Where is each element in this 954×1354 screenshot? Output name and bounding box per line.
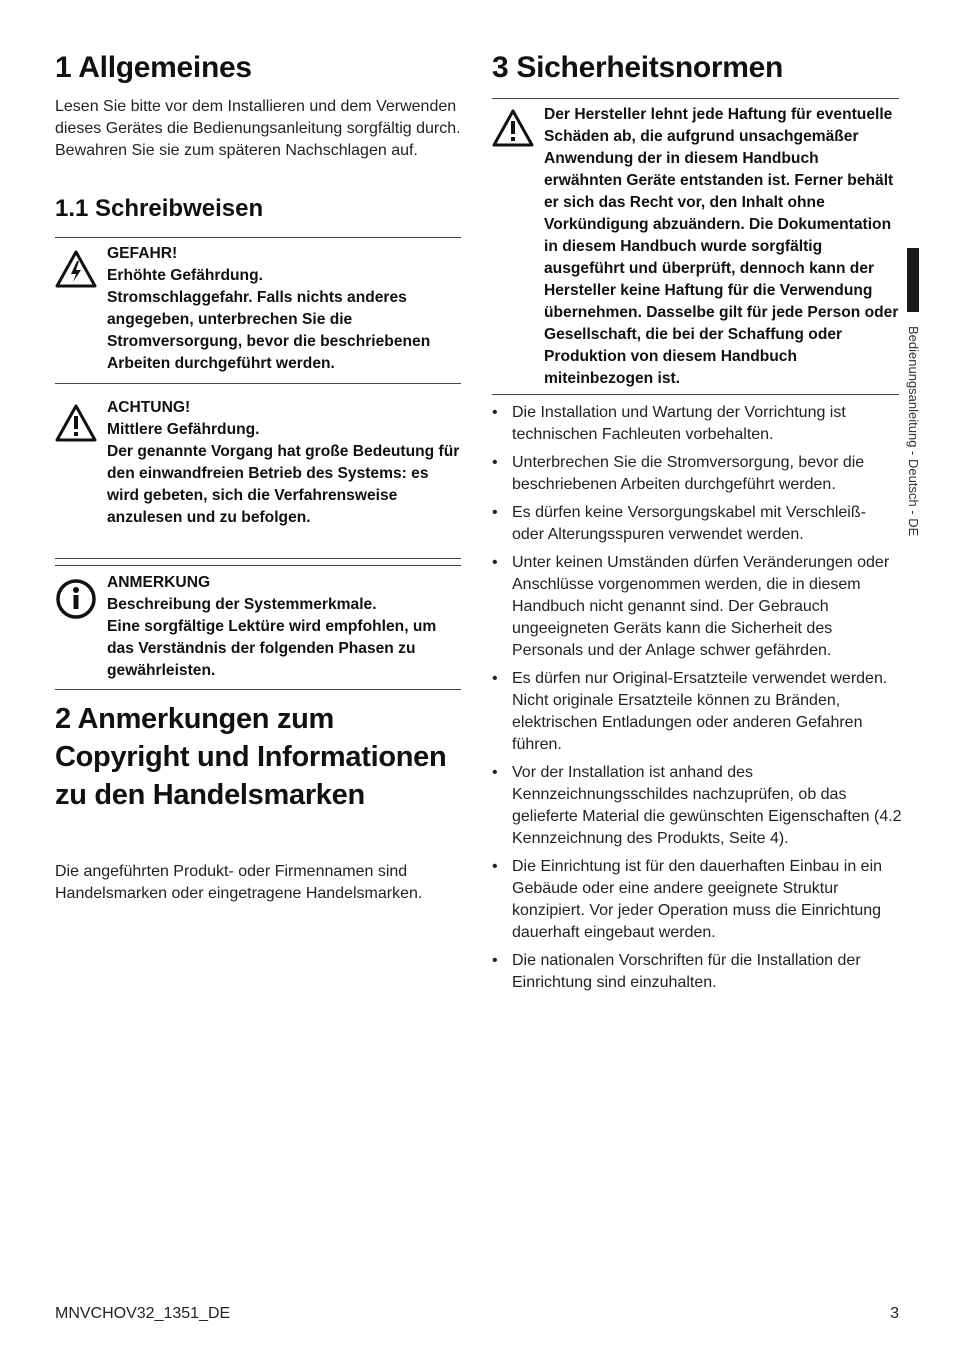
list-item bbox=[492, 402, 902, 446]
notice-label: ANMERKUNG bbox=[107, 574, 211, 591]
section-1-intro: Lesen Sie bitte vor dem Installieren und dem Verwenden dieses Gerätes die Bedienungsanleitung sorgfältig durch. Bewahren Sie sie zum späteren Nachschlagen auf. bbox=[55, 98, 461, 159]
chapter-marker bbox=[907, 248, 919, 312]
list-item bbox=[492, 502, 902, 546]
section-3-title: 3 Sicherheitsnormen bbox=[492, 51, 784, 84]
list-item bbox=[492, 552, 902, 662]
list-item bbox=[492, 762, 902, 850]
notice-label: GEFAHR! bbox=[107, 245, 178, 262]
list-item bbox=[492, 950, 902, 994]
list-item-text: Unter keinen Umständen dürfen Veränderungen oder Anschlüsse vorgenommen werden, die in diesem Handbuch nicht genannt sind. Der Gebrauch ungeeigneten Geräts kann die Sicherheit des Personals und der Anlage schwer gefährden. bbox=[512, 554, 890, 659]
list-item-text: Unterbrechen Sie die Stromversorgung, bevor die beschriebenen Arbeiten durchgeführt werden. bbox=[512, 454, 865, 493]
divider bbox=[55, 689, 461, 690]
page-number: 3 bbox=[890, 1305, 899, 1322]
notice-level: Beschreibung der Systemmerkmale. bbox=[107, 596, 377, 613]
list-item-text: Die Installation und Wartung der Vorrichtung ist technischen Fachleuten vorbehalten. bbox=[512, 404, 846, 443]
divider bbox=[55, 565, 461, 566]
list-item bbox=[492, 668, 902, 756]
info-circle-icon bbox=[55, 578, 97, 620]
section-1-1-subtitle: 1.1 Schreibweisen bbox=[55, 195, 264, 222]
notice-label: ACHTUNG! bbox=[107, 399, 191, 416]
divider bbox=[55, 558, 461, 559]
warning-triangle-icon bbox=[55, 403, 97, 445]
bullet-icon: • bbox=[492, 504, 498, 521]
notice-text: Eine sorgfältige Lektüre wird empfohlen, um das Verständnis der folgenden Phasen zu gewährleisten. bbox=[107, 618, 437, 679]
sidebar-language-label: Bedienungsanleitung - Deutsch - DE bbox=[906, 326, 921, 537]
notice-danger bbox=[55, 243, 461, 378]
list-item bbox=[492, 856, 902, 944]
list-item-text: Die nationalen Vorschriften für die Installation der Einrichtung sind einzuhalten. bbox=[512, 952, 861, 991]
safety-warning bbox=[492, 104, 899, 394]
warning-triangle-icon bbox=[492, 108, 534, 150]
notice-caution bbox=[55, 397, 461, 552]
document-code: MNVCHOV32_1351_DE bbox=[55, 1305, 231, 1322]
bullet-icon: • bbox=[492, 858, 498, 875]
notice-note bbox=[55, 572, 461, 684]
divider bbox=[492, 394, 899, 395]
section-1-title: 1 Allgemeines bbox=[55, 51, 252, 84]
notice-text: Stromschlaggefahr. Falls nichts anderes angegeben, unterbrechen Sie die Stromversorgung, bevor die beschriebenen Arbeiten durchgeführt werden. bbox=[107, 289, 431, 372]
notice-level: Mittlere Gefährdung. bbox=[107, 421, 260, 438]
section-2-title: 2 Anmerkungen zum Copyright und Informationen zu den Handelsmarken bbox=[55, 703, 447, 811]
divider bbox=[55, 237, 461, 238]
bullet-icon: • bbox=[492, 670, 498, 687]
bullet-icon: • bbox=[492, 454, 498, 471]
bullet-icon: • bbox=[492, 764, 498, 781]
bullet-icon: • bbox=[492, 952, 498, 969]
list-item-text: Es dürfen keine Versorgungskabel mit Verschleiß- oder Alterungsspuren verwendet werden. bbox=[512, 504, 866, 543]
bullet-icon: • bbox=[492, 404, 498, 421]
list-item-text: Die Einrichtung ist für den dauerhaften Einbau in ein Gebäude oder eine andere geeignete Struktur konzipiert. Vor jeder Operation muss die Einrichtung dauerhaft eingebaut werden. bbox=[512, 858, 883, 941]
divider bbox=[492, 98, 899, 99]
safety-list bbox=[492, 402, 902, 1000]
list-item-text: Es dürfen nur Original-Ersatzteile verwendet werden. Nicht originale Ersatzteile können zu Bränden, elektrischen Entladungen oder anderen Gefahren führen. bbox=[512, 670, 888, 753]
bullet-icon: • bbox=[492, 554, 498, 571]
notice-level: Erhöhte Gefährdung. bbox=[107, 267, 263, 284]
notice-text: Der genannte Vorgang hat große Bedeutung für den einwandfreien Betrieb des Systems: es wird gebeten, sich die Verfahrensweise anzulesen und zu befolgen. bbox=[107, 443, 460, 526]
list-item bbox=[492, 452, 902, 496]
divider bbox=[55, 383, 461, 384]
electric-hazard-icon bbox=[55, 249, 97, 291]
list-item-text: Vor der Installation ist anhand des Kennzeichnungsschildes nachzuprüfen, ob das gelieferte Material die gewünschten Eigenschaften (4.2 Kennzeichnung des Produkts, Seite 4). bbox=[512, 764, 902, 847]
section-2-text: Die angeführten Produkt- oder Firmennamen sind Handelsmarken oder eingetragene Handelsmarken. bbox=[55, 863, 423, 902]
safety-warning-text: Der Hersteller lehnt jede Haftung für eventuelle Schäden ab, die aufgrund unsachgemäßer Anwendung der in diesem Handbuch erwähnten Geräte entstanden ist. Ferner behält er sich das Recht vor, den Inhalt ohne Vorkündigung abzuändern. Die Dokumentation in diesem Handbuch wurde sorgfältig ausgeführt und überprüft, dennoch kann der Hersteller keine Haftung für die Verwendung übernehmen. Dasselbe gilt für jede Person oder Gesellschaft, die bei der Schaffung oder Produktion von diesem Handbuch miteinbezogen ist. bbox=[544, 106, 899, 387]
